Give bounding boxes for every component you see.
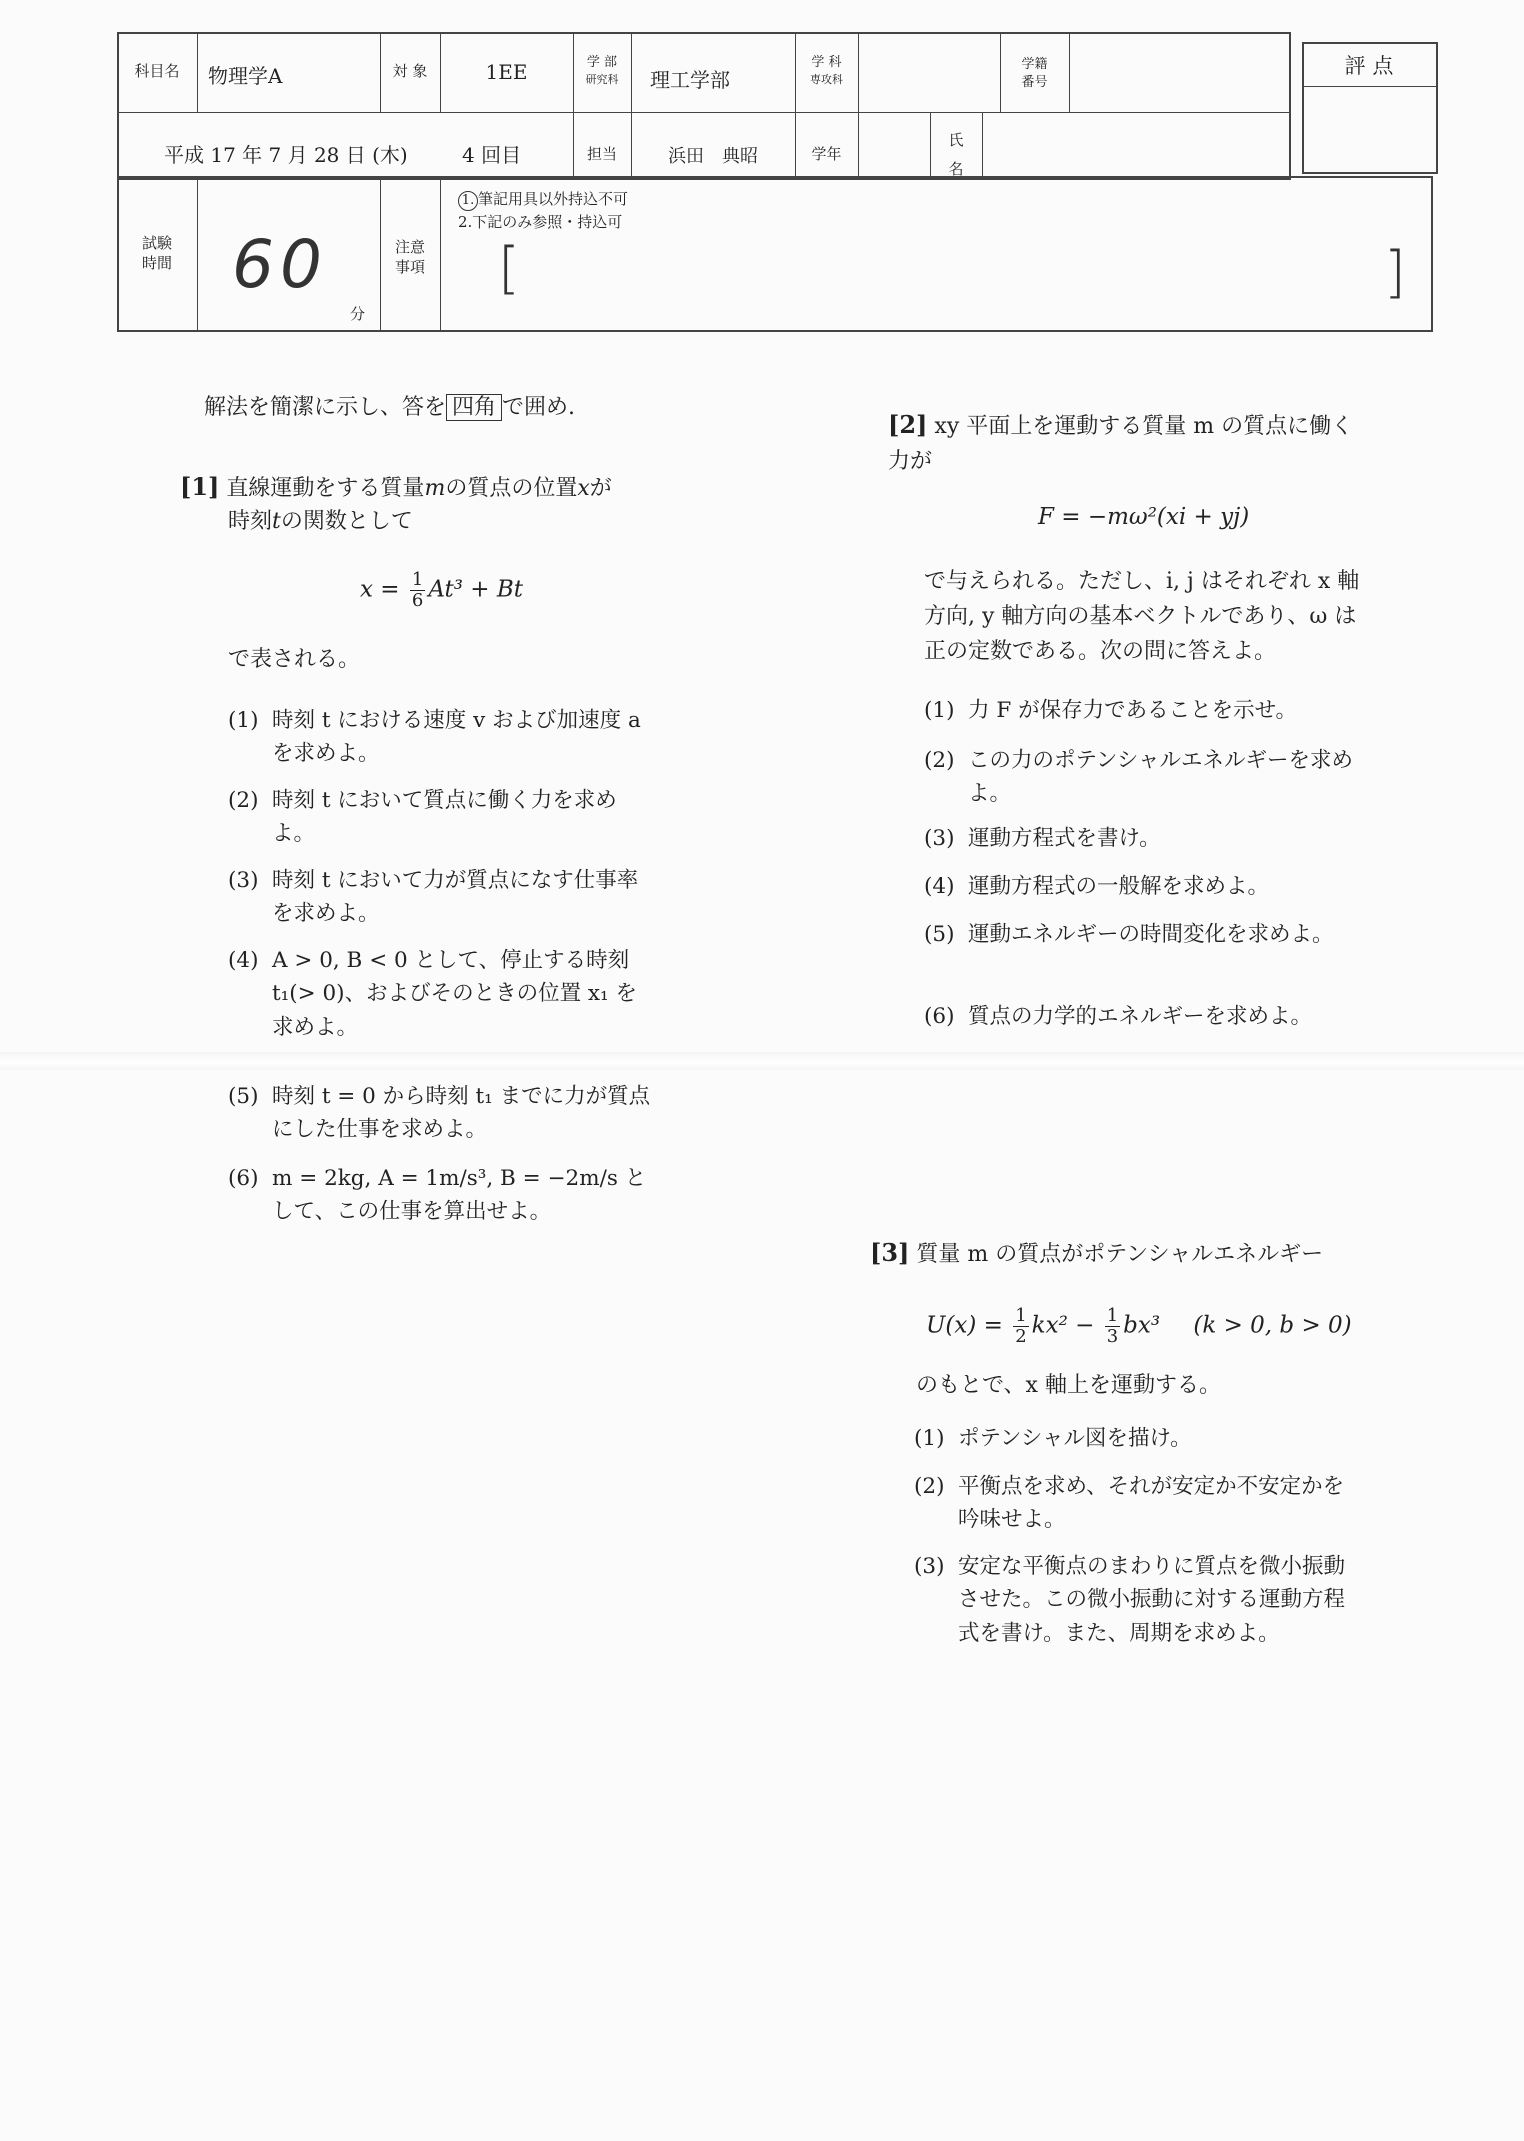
faculty-value: 理工学部: [650, 68, 730, 92]
boxed-word: 四角: [446, 394, 502, 421]
question-3-item-1: (1) ポテンシャル図を描け。: [914, 1426, 1192, 1451]
question-2-intro: [2] xy 平面上を運動する質量 m の質点に働く力が: [888, 410, 1354, 475]
subject-label: 科目名: [134, 62, 180, 80]
note-1-circled-number: 1.: [458, 191, 478, 211]
question-3-after-eq: のもとで、x 軸上を運動する。: [916, 1373, 1221, 1398]
target-value: 1EE: [485, 60, 528, 84]
name-label: 氏 名: [948, 131, 964, 178]
question-3-tag: [3]: [870, 1238, 910, 1267]
question-1-item-6: (6) m = 2kg, A = 1m/s³, B = −2m/s として、この仕事を算出せよ。: [228, 1166, 647, 1225]
note-2: 2.下記のみ参照・持込可: [458, 213, 623, 232]
question-3-equation: U(x) = $\frac{1}{2}$ kx² − $\frac{1}{3}$ bx³ (k > 0, b > 0): [926, 1305, 1352, 1347]
question-1-item-3: (3) 時刻 t において力が質点になす仕事率を求めよ。: [228, 868, 639, 927]
student-number-label: 学籍 番号: [1021, 57, 1048, 91]
question-2-tag: [2]: [888, 410, 928, 439]
year-label: 学年: [811, 145, 842, 163]
question-2-after-eq: で与えられる。ただし、i, j はそれぞれ x 軸方向, y 軸方向の基本ベクトルであり、ω は正の定数である。次の問に答えよ。: [924, 569, 1360, 665]
exam-duration-handwritten: 60: [232, 226, 328, 303]
teacher-value: 浜田 典昭: [668, 146, 758, 167]
question-1-equation: x = $\frac{1}{6}$ At³ + Bt: [360, 569, 524, 611]
score-label: 評 点: [1344, 54, 1394, 78]
bracket-open: [: [498, 236, 520, 301]
question-2-item-6: (6) 質点の力学的エネルギーを求めよ。: [924, 1004, 1313, 1029]
exam-date: 平成 17 年 7 月 28 日 (木): [164, 143, 408, 167]
question-2-item-2: (2) この力のポテンシャルエネルギーを求めよ。: [924, 748, 1353, 807]
note-1: 1. 筆記用具以外持込不可: [458, 188, 628, 211]
exam-session: 4 回目: [462, 143, 522, 167]
notes-list: [458, 188, 628, 235]
faculty-label: 学 部 研究科: [585, 55, 619, 87]
question-1-intro: [1] 直線運動をする質量mの質点の位置xが: [180, 472, 612, 501]
subject-value: 物理学A: [208, 64, 283, 88]
question-1-item-2: (2) 時刻 t において質点に働く力を求めよ。: [228, 788, 617, 847]
question-2-item-1: (1) 力 F が保存力であることを示せ。: [924, 698, 1297, 723]
target-label: 対 象: [392, 62, 428, 80]
question-3-item-2: (2) 平衡点を求め、それが安定か不安定かを吟味せよ。: [914, 1474, 1345, 1533]
question-2-item-5: (5) 運動エネルギーの時間変化を求めよ。: [924, 922, 1334, 947]
time-label: 試験 時間: [141, 234, 172, 273]
notes-label: 注意 事項: [394, 238, 425, 277]
question-2-item-3: (3) 運動方程式を書け。: [924, 826, 1161, 851]
question-3-item-3: (3) 安定な平衡点のまわりに質点を微小振動させた。この微小振動に対する運動方程式を書け。また、周期を求めよ。: [914, 1554, 1346, 1646]
question-3-intro: [3] 質量 m の質点がポテンシャルエネルギー: [870, 1238, 1324, 1267]
question-2-item-4: (4) 運動方程式の一般解を求めよ。: [924, 874, 1270, 899]
teacher-label: 担当: [586, 145, 617, 163]
department-label: 学 科 専攻科: [810, 55, 843, 87]
instructions: 解法を簡潔に示し、答を 四角 で囲め.: [204, 395, 576, 420]
question-1-intro-line2: 時刻tの関数として: [228, 509, 413, 534]
paper-fold: [0, 1052, 1524, 1070]
question-1-item-1: (1) 時刻 t における速度 v および加速度 a を求めよ。: [228, 708, 641, 767]
time-unit: 分: [350, 305, 366, 323]
question-1-tag: [1]: [180, 472, 220, 501]
question-2-equation: F = −mω²(xi + yj): [1038, 504, 1250, 530]
bracket-close: ]: [1384, 240, 1406, 305]
question-1-item-5: (5) 時刻 t = 0 から時刻 t₁ までに力が質点にした仕事を求めよ。: [228, 1084, 651, 1143]
question-1-after-eq: で表される。: [228, 647, 361, 672]
question-1-item-4: (4) A > 0, B < 0 として、停止する時刻 t₁(> 0)、およびそのときの位置 x₁ を求めよ。: [228, 948, 637, 1040]
